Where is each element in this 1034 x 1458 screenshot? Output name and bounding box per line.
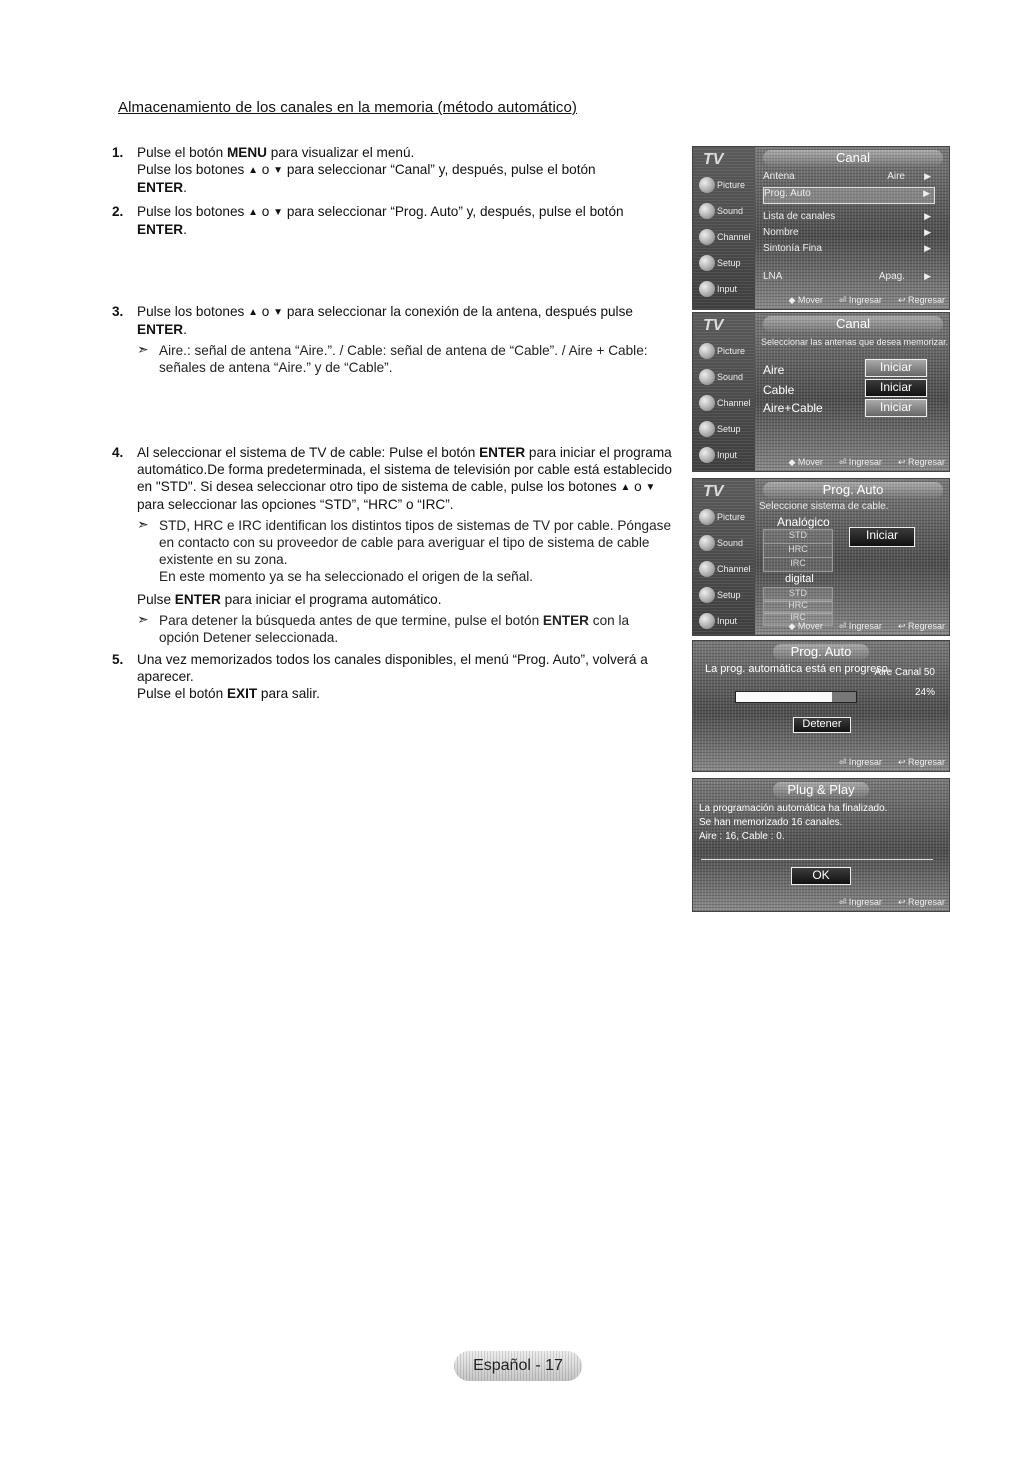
analog-label: Analógico [777, 515, 830, 529]
sidebar-item-picture[interactable]: Picture [699, 507, 755, 529]
down-arrow-icon: ▼ [273, 207, 284, 218]
up-arrow-icon: ▲ [620, 482, 631, 493]
menu-subtitle: Seleccionar las antenas que desea memorizar. [761, 337, 949, 347]
note: ➣ STD, HRC e IRC identifican los distintos tipos de sistemas de TV por cable. Póngase en contacto con su proveedor de cable para averiguar el tipo de sistema de cable existente en su zona. En este momento ya se ha seleccionado el origen de la señal. [137, 516, 672, 584]
tv-screen-progress [692, 640, 950, 772]
step-number: 4. [112, 445, 124, 460]
chevron-right-icon: ▶ [924, 243, 931, 253]
sidebar-item-input[interactable]: Input [699, 445, 755, 467]
chevron-right-icon: ▶ [924, 227, 931, 237]
sidebar-item-sound[interactable]: Sound [699, 201, 755, 223]
up-arrow-icon: ▲ [248, 207, 258, 218]
step-5 [112, 651, 672, 702]
menu-item-lna[interactable]: LNA Apag. ▶ [763, 271, 931, 282]
picture-icon [699, 343, 715, 359]
progress-fill [736, 692, 832, 702]
tv-screen-canal-menu [692, 146, 950, 310]
setup-icon [699, 421, 715, 437]
note-arrow-icon: ➣ [137, 611, 149, 627]
analog-option-hrc[interactable]: HRC [763, 543, 833, 558]
input-icon [699, 613, 715, 629]
instruction-steps [112, 144, 672, 702]
chevron-right-icon: ▶ [923, 188, 930, 198]
chevron-right-icon: ▶ [924, 211, 931, 221]
ok-button[interactable]: OK [791, 867, 851, 885]
iniciar-button[interactable]: Iniciar [849, 527, 915, 547]
step-2 [112, 203, 672, 238]
progress-status: Aire Canal 50 [874, 667, 935, 678]
step-text: Al seleccionar el sistema de TV de cable: Pulse el botón ENTER para iniciar el programa automático.De forma predeterminada, el sistema de televisión por cable está establecido en "STD". Si desea seleccionar otro tipo de sistema de cable, pulse los botones ▲ o ▼ para seleccionar las opciones “STD”, “HRC” o “IRC”. [137, 445, 672, 512]
menu-item-nombre[interactable]: Nombre ▶ [763, 227, 931, 238]
sidebar-item-setup[interactable]: Setup [699, 253, 755, 275]
chevron-right-icon: ▶ [924, 171, 931, 181]
detener-button[interactable]: Detener [793, 717, 851, 733]
setup-icon [699, 255, 715, 271]
step-text: Pulse los botones ▲ o ▼ para seleccionar “Canal” y, después, pulse el botón ENTER. [137, 162, 596, 195]
sidebar-item-channel[interactable]: Channel [699, 559, 755, 581]
sidebar-item-input[interactable]: Input [699, 611, 755, 633]
sidebar-item-picture[interactable]: Picture [699, 175, 755, 197]
channel-icon [699, 229, 715, 245]
step-text: Pulse los botones ▲ o ▼ para seleccionar la conexión de la antena, después pulse ENTER. [137, 304, 633, 337]
dialog-footer: ⏎ Ingresar ↩ Regresar [838, 897, 945, 907]
sound-icon [699, 203, 715, 219]
iniciar-button-aire-cable[interactable]: Iniciar [865, 399, 927, 417]
sidebar-item-channel[interactable]: Channel [699, 227, 755, 249]
step-number: 5. [112, 652, 124, 667]
tv-screen-cable-system [692, 478, 950, 636]
setup-icon [699, 587, 715, 603]
option-aire[interactable]: Aire [763, 363, 785, 377]
input-icon [699, 281, 715, 297]
menu-footer: ◆ Mover ⏎ Ingresar ↩ Regresar [788, 457, 945, 467]
digital-option-hrc[interactable]: HRC [763, 599, 833, 614]
up-arrow-icon: ▲ [248, 165, 258, 176]
result-line: La programación automática ha finalizado. [699, 803, 888, 814]
tv-screen-antenna-select [692, 312, 950, 472]
menu-header: Prog. Auto [763, 482, 943, 498]
channel-icon [699, 395, 715, 411]
tv-sidebar [693, 479, 755, 635]
digital-option-irc[interactable]: IRC [763, 611, 833, 626]
down-arrow-icon: ▼ [645, 482, 656, 493]
tv-sidebar [693, 147, 755, 309]
sidebar-item-picture[interactable]: Picture [699, 341, 755, 363]
sidebar-item-sound[interactable]: Sound [699, 533, 755, 555]
option-aire-cable[interactable]: Aire+Cable [763, 401, 823, 415]
menu-item-antena[interactable]: Antena Aire ▶ [763, 171, 931, 182]
progress-percent: 24% [914, 687, 935, 698]
down-arrow-icon: ▼ [273, 307, 284, 318]
chevron-right-icon: ▶ [924, 271, 931, 281]
sound-icon [699, 369, 715, 385]
sidebar-item-setup[interactable]: Setup [699, 585, 755, 607]
step-text: Pulse el botón EXIT para salir. [137, 686, 320, 701]
result-line: Aire : 16, Cable : 0. [699, 831, 785, 842]
option-cable[interactable]: Cable [763, 383, 795, 397]
iniciar-button-cable[interactable]: Iniciar [865, 379, 927, 397]
menu-footer: ◆ Mover ⏎ Ingresar ↩ Regresar [788, 295, 945, 305]
tv-logo: TV [703, 317, 724, 334]
step-text: Pulse ENTER para iniciar el programa automático. [137, 592, 442, 607]
analog-option-irc[interactable]: IRC [763, 557, 833, 572]
tv-screen-plug-and-play [692, 778, 950, 912]
sidebar-item-sound[interactable]: Sound [699, 367, 755, 389]
menu-item-prog-auto[interactable]: Prog. Auto ▶ [763, 187, 935, 204]
channel-icon [699, 561, 715, 577]
step-number: 3. [112, 304, 124, 319]
step-number: 1. [112, 145, 124, 160]
result-line: Se han memorizado 16 canales. [699, 817, 843, 828]
note: ➣ Aire.: señal de antena “Aire.”. / Cable: señal de antena de “Cable”. / Aire + Cable: señales de antena “Aire.” y de “Cable”. [137, 341, 648, 375]
menu-footer: ◆ Mover ⏎ Ingresar ↩ Regresar [788, 621, 945, 631]
analog-option-std[interactable]: STD [763, 529, 833, 544]
progress-message: La prog. automática está en progreso. [705, 663, 891, 675]
dialog-footer: ⏎ Ingresar ↩ Regresar [838, 757, 945, 767]
menu-item-sintonia-fina[interactable]: Sintonía Fina ▶ [763, 243, 931, 254]
note-arrow-icon: ➣ [137, 341, 149, 357]
sidebar-item-channel[interactable]: Channel [699, 393, 755, 415]
sound-icon [699, 535, 715, 551]
dialog-header: Prog. Auto [773, 644, 869, 660]
step-text: Pulse el botón MENU para visualizar el menú. [137, 145, 415, 160]
tv-logo: TV [703, 151, 724, 168]
dialog-header: Plug & Play [773, 782, 869, 798]
menu-subtitle: Seleccione sistema de cable. [759, 501, 889, 512]
picture-icon [699, 509, 715, 525]
step-number: 2. [112, 204, 124, 219]
menu-header: Canal [763, 316, 943, 332]
digital-option-std[interactable]: STD [763, 587, 833, 602]
note: ➣ Para detener la búsqueda antes de que termine, pulse el botón ENTER con la opción Detener seleccionada. [137, 611, 630, 645]
up-arrow-icon: ▲ [248, 307, 258, 318]
sidebar-item-input[interactable]: Input [699, 279, 755, 301]
step-4 [112, 444, 672, 646]
menu-item-lista-de-canales[interactable]: Lista de canales ▶ [763, 211, 931, 222]
tv-logo: TV [703, 483, 724, 500]
note-arrow-icon: ➣ [137, 516, 149, 532]
step-text: Una vez memorizados todos los canales disponibles, el menú “Prog. Auto”, volverá a aparecer. [137, 652, 648, 684]
step-3 [112, 303, 672, 376]
tv-sidebar [693, 313, 755, 471]
input-icon [699, 447, 715, 463]
menu-header: Canal [763, 150, 943, 166]
step-text: Pulse los botones ▲ o ▼ para seleccionar “Prog. Auto” y, después, pulse el botón ENTER. [137, 204, 624, 237]
iniciar-button-aire[interactable]: Iniciar [865, 359, 927, 377]
page-number-badge: Español - 17 [454, 1351, 582, 1381]
digital-label: digital [785, 573, 814, 585]
step-1 [112, 144, 672, 196]
sidebar-item-setup[interactable]: Setup [699, 419, 755, 441]
down-arrow-icon: ▼ [273, 165, 284, 176]
page-title: Almacenamiento de los canales en la memoria (método automático) [118, 99, 578, 116]
divider [701, 859, 933, 860]
progress-bar [735, 691, 857, 703]
picture-icon [699, 177, 715, 193]
